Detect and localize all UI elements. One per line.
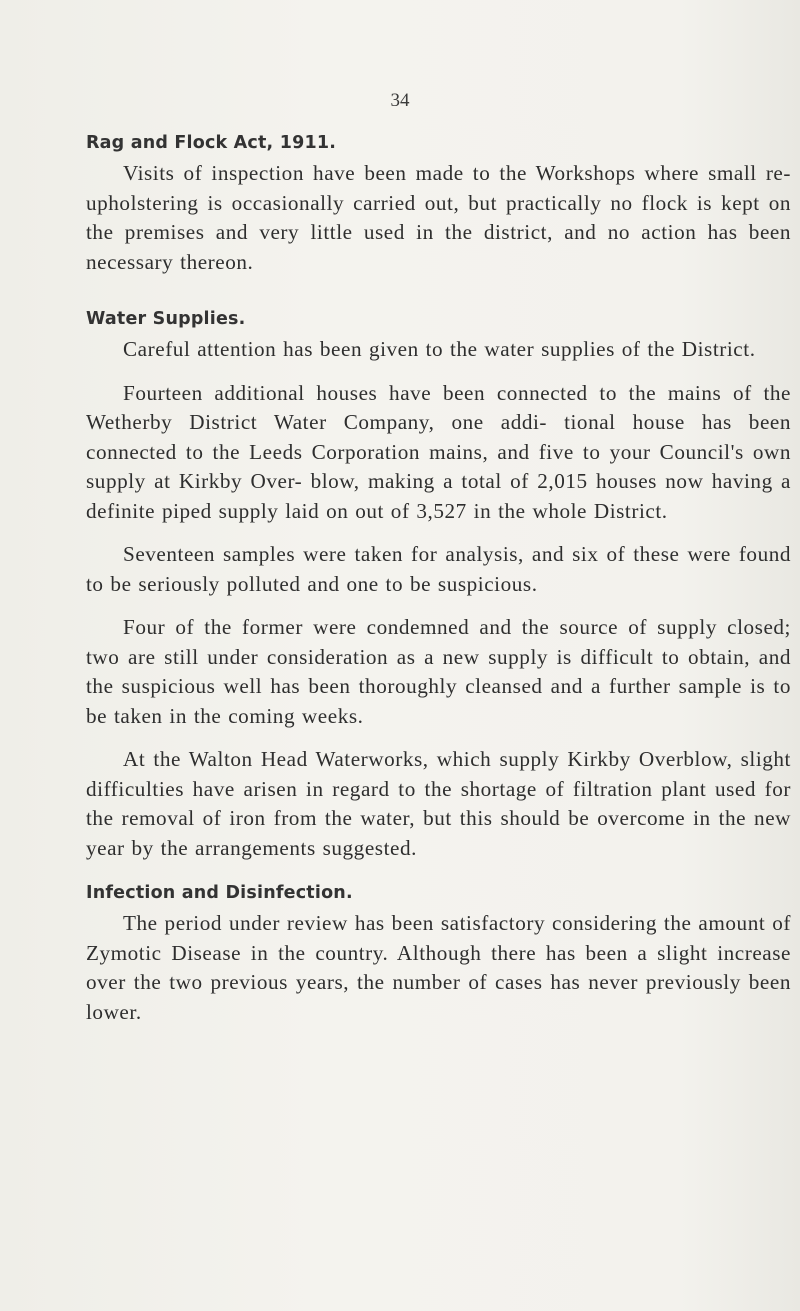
document-body [86,127,791,1027]
section-heading: Water Supplies. [86,309,246,329]
page-number: 34 [390,90,410,111]
section-heading: Infection and Disinfection. [86,883,353,903]
section-rag-and-flock-act [86,127,791,277]
section-infection-and-disinfection [86,877,791,1027]
paragraph: At the Walton Head Waterworks, which supply Kirkby Overblow, slight difficulties have arisen in regard to the shortage of filtration plant used for the removal of iron from the water, but this should be overcome in the new year by the arrangements suggested. [86,747,791,860]
paragraph: Careful attention has been given to the water supplies of the District. [123,337,756,361]
paragraph: Fourteen additional houses have been connected to the mains of the Wetherby District Water Company, one addi- tional house has been connected to the Leeds Corporation mains, and five to your Council's own supply at Kirkby Over- blow, making a total of 2,015 houses now having a definite piped supply laid on out of 3,527 in the whole District. [86,380,791,523]
section-heading: Rag and Flock Act, 1911. [86,133,337,153]
section-water-supplies [86,303,791,863]
paragraph: Four of the former were condemned and the source of supply closed; two are still under consideration as a new supply is difficult to obtain, and the suspicious well has been thoroughly cleansed and a further sample is to be taken in the coming weeks. [86,615,791,728]
paragraph: The period under review has been satisfactory considering the amount of Zymotic Disease in the country. Although there has been a slight increase over the two previous years, the number of cases has never previously been lower. [86,911,791,1024]
paragraph: Seventeen samples were taken for analysis, and six of these were found to be seriously polluted and one to be suspicious. [86,542,791,596]
section-spacer [86,289,791,303]
paragraph: Visits of inspection have been made to the Workshops where small re-upholstering is occasionally carried out, but practically no flock is kept on the premises and very little used in the district, and no action has been necessary thereon. [86,161,791,274]
